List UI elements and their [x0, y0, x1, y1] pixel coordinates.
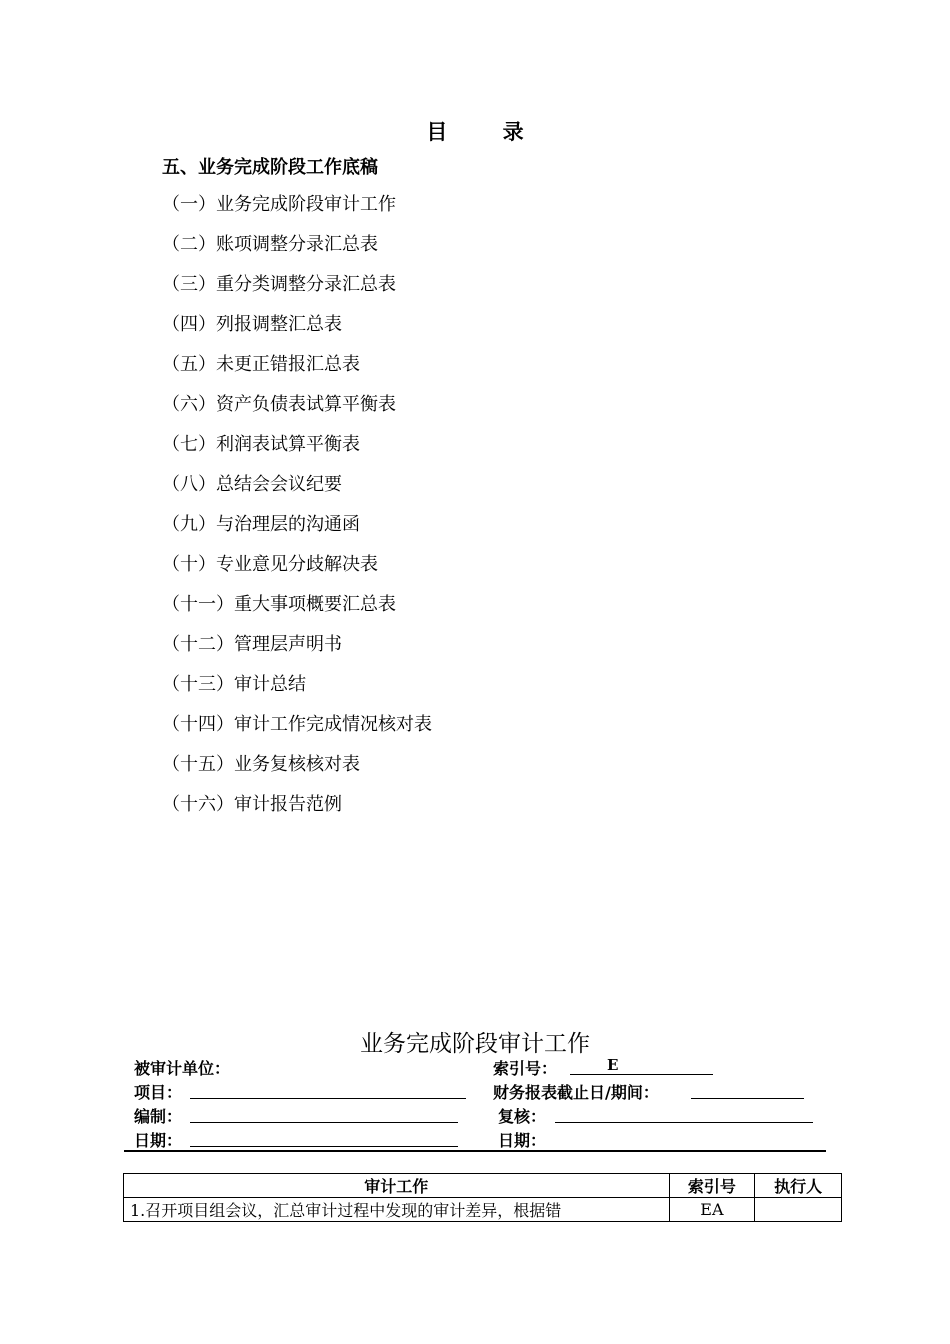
- date-field-left[interactable]: [190, 1128, 458, 1147]
- header-index: 索引号: [669, 1174, 755, 1198]
- project-label: 项目：: [134, 1083, 183, 1102]
- header-executor: 执行人: [755, 1174, 842, 1198]
- toc-item: （四）列报调整汇总表: [162, 314, 342, 335]
- toc-title: 目 录: [426, 120, 548, 144]
- audited-unit-label: 被审计单位：: [134, 1059, 231, 1078]
- project-field[interactable]: [190, 1080, 466, 1099]
- toc-item: （十一）重大事项概要汇总表: [162, 594, 396, 615]
- index-label: 索引号：: [493, 1059, 558, 1078]
- prepared-field[interactable]: [190, 1104, 458, 1123]
- toc-list: [162, 190, 432, 830]
- cell-index: EA: [669, 1198, 755, 1222]
- form-title: 业务完成阶段审计工作: [360, 1031, 590, 1057]
- date-label-left: 日期：: [134, 1131, 183, 1150]
- index-value: E: [607, 1056, 619, 1074]
- toc-item: （十四）审计工作完成情况核对表: [162, 714, 432, 735]
- audit-work-table: [123, 1173, 842, 1222]
- toc-item: （五）未更正错报汇总表: [162, 354, 360, 375]
- toc-item: （九）与治理层的沟通函: [162, 514, 360, 535]
- period-label: 财务报表截止日/期间：: [493, 1083, 659, 1102]
- section-heading: 五、业务完成阶段工作底稿: [162, 157, 378, 178]
- toc-item: （十三）审计总结: [162, 674, 306, 695]
- toc-item: （七）利润表试算平衡表: [162, 434, 360, 455]
- toc-item: （二）账项调整分录汇总表: [162, 234, 378, 255]
- table-header-row: [124, 1174, 842, 1198]
- index-field[interactable]: [570, 1056, 713, 1075]
- period-field[interactable]: [691, 1080, 804, 1099]
- toc-item: （三）重分类调整分录汇总表: [162, 274, 396, 295]
- toc-item: （十二）管理层声明书: [162, 634, 342, 655]
- toc-item: （八）总结会会议纪要: [162, 474, 342, 495]
- date-label-right: 日期：: [498, 1131, 547, 1150]
- header-divider: [124, 1150, 826, 1152]
- toc-item: （十五）业务复核核对表: [162, 754, 360, 775]
- toc-item: （十）专业意见分歧解决表: [162, 554, 378, 575]
- review-field[interactable]: [555, 1104, 813, 1123]
- review-label: 复核：: [498, 1107, 547, 1126]
- toc-item: （六）资产负债表试算平衡表: [162, 394, 396, 415]
- cell-audit-work: 1.召开项目组会议，汇总审计过程中发现的审计差异，根据错: [124, 1198, 670, 1222]
- header-audit-work: 审计工作: [124, 1174, 670, 1198]
- cell-executor[interactable]: [755, 1198, 842, 1222]
- toc-item: （一）业务完成阶段审计工作: [162, 194, 396, 215]
- table-row: [124, 1198, 842, 1222]
- prepared-label: 编制：: [134, 1107, 183, 1126]
- toc-item: （十六）审计报告范例: [162, 794, 342, 815]
